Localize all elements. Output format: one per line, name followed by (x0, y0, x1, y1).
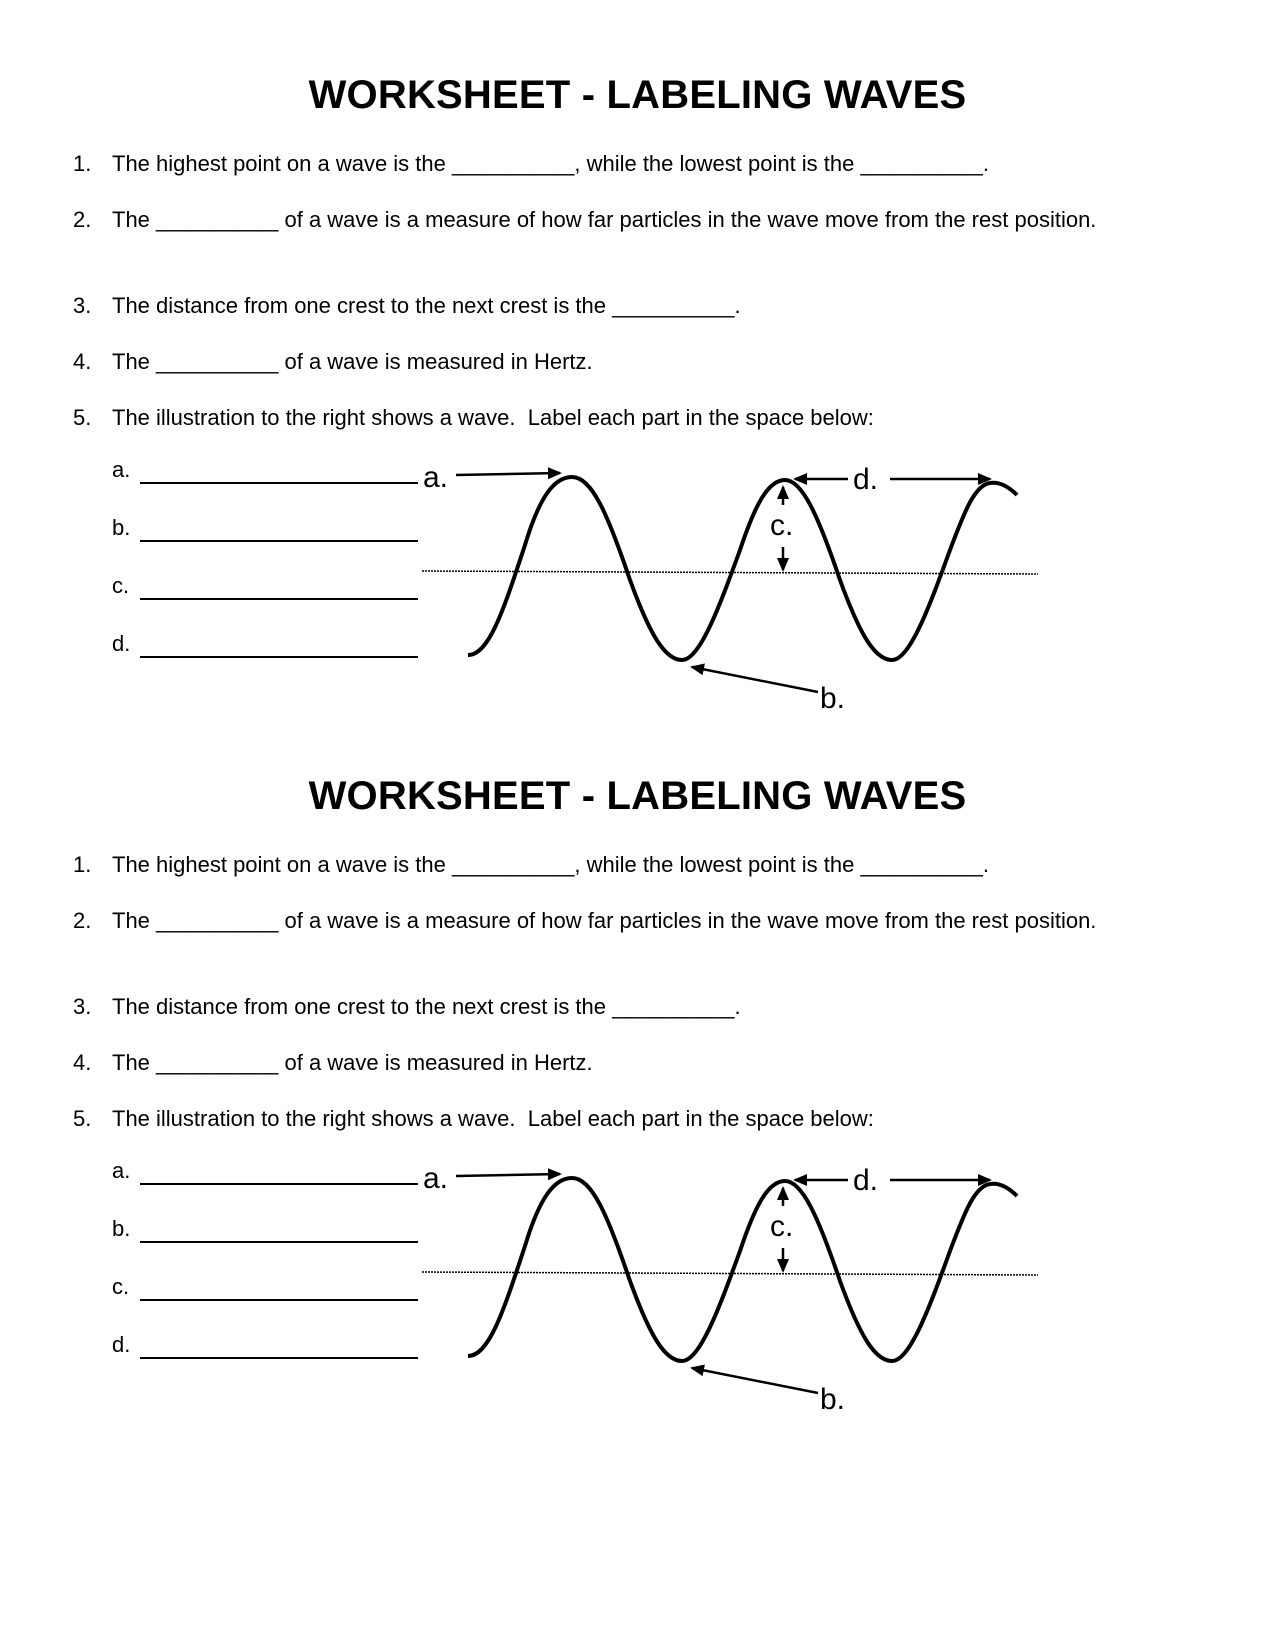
worksheet-top (0, 0, 1275, 715)
question-text: The distance from one crest to the next crest is the __________. (112, 293, 741, 318)
question-text: The __________ of a wave is measured in Hertz. (112, 349, 593, 374)
question-text: The __________ of a wave is a measure of how far particles in the wave move from the rest position. (112, 908, 1097, 933)
question-text: The highest point on a wave is the __________, while the lowest point is the __________. (112, 852, 989, 877)
answer-line-a[interactable] (112, 456, 422, 486)
worksheet-bottom (0, 701, 1275, 1416)
answer-line-c[interactable] (112, 572, 422, 602)
answer-blank[interactable] (140, 656, 418, 658)
answer-line-d[interactable] (112, 1331, 422, 1361)
answer-blank[interactable] (140, 1241, 418, 1243)
question-text: The __________ of a wave is measured in Hertz. (112, 1050, 593, 1075)
question-number: 1. (73, 151, 92, 176)
question-text: The distance from one crest to the next crest is the __________. (112, 994, 741, 1019)
answer-line-d[interactable] (112, 630, 422, 660)
answer-line-a[interactable] (112, 1157, 422, 1187)
wave-diagram (420, 1156, 1100, 1456)
question-text: The highest point on a wave is the __________, while the lowest point is the __________. (112, 151, 989, 176)
question-number: 1. (73, 852, 92, 877)
answer-letter: d. (112, 631, 131, 656)
question-number: 2. (73, 908, 92, 933)
diagram-label-a: a. (423, 1162, 449, 1195)
diagram-label-b: b. (820, 682, 846, 715)
answer-letter: c. (112, 1274, 130, 1299)
diagram-label-c: c. (770, 1210, 794, 1243)
question-number: 4. (73, 1050, 92, 1075)
answer-blank[interactable] (140, 1357, 418, 1359)
arrow-b (692, 1368, 818, 1393)
page-title: WORKSHEET - LABELING WAVES (308, 73, 967, 117)
diagram-label-d: d. (853, 463, 879, 496)
answer-blank[interactable] (140, 540, 418, 542)
arrow-a (456, 473, 560, 475)
wave-curve (468, 477, 1017, 660)
answer-letter: b. (112, 515, 131, 540)
question-text: The __________ of a wave is a measure of how far particles in the wave move from the rest position. (112, 207, 1097, 232)
question-number: 4. (73, 349, 92, 374)
question-number: 5. (73, 1106, 92, 1131)
question-number: 3. (73, 293, 92, 318)
answer-line-b[interactable] (112, 514, 422, 544)
answer-letter: a. (112, 1158, 131, 1183)
answer-letter: b. (112, 1216, 131, 1241)
answer-letter: d. (112, 1332, 131, 1357)
question-number: 5. (73, 405, 92, 430)
answer-line-b[interactable] (112, 1215, 422, 1245)
arrow-b (692, 667, 818, 692)
question-number: 2. (73, 207, 92, 232)
diagram-label-c: c. (770, 509, 794, 542)
diagram-label-d: d. (853, 1164, 879, 1197)
answer-line-c[interactable] (112, 1273, 422, 1303)
page-title: WORKSHEET - LABELING WAVES (308, 774, 967, 818)
diagram-label-b: b. (820, 1383, 846, 1416)
answer-blank[interactable] (140, 598, 418, 600)
answer-blank[interactable] (140, 482, 418, 484)
question-number: 3. (73, 994, 92, 1019)
answer-blank[interactable] (140, 1299, 418, 1301)
answer-blank[interactable] (140, 1183, 418, 1185)
diagram-label-a: a. (423, 461, 449, 494)
wave-curve (468, 1178, 1017, 1361)
answer-letter: c. (112, 573, 130, 598)
question-text: The illustration to the right shows a wave. Label each part in the space below: (112, 1106, 874, 1131)
arrow-a (456, 1174, 560, 1176)
question-text: The illustration to the right shows a wave. Label each part in the space below: (112, 405, 874, 430)
answer-letter: a. (112, 457, 131, 482)
